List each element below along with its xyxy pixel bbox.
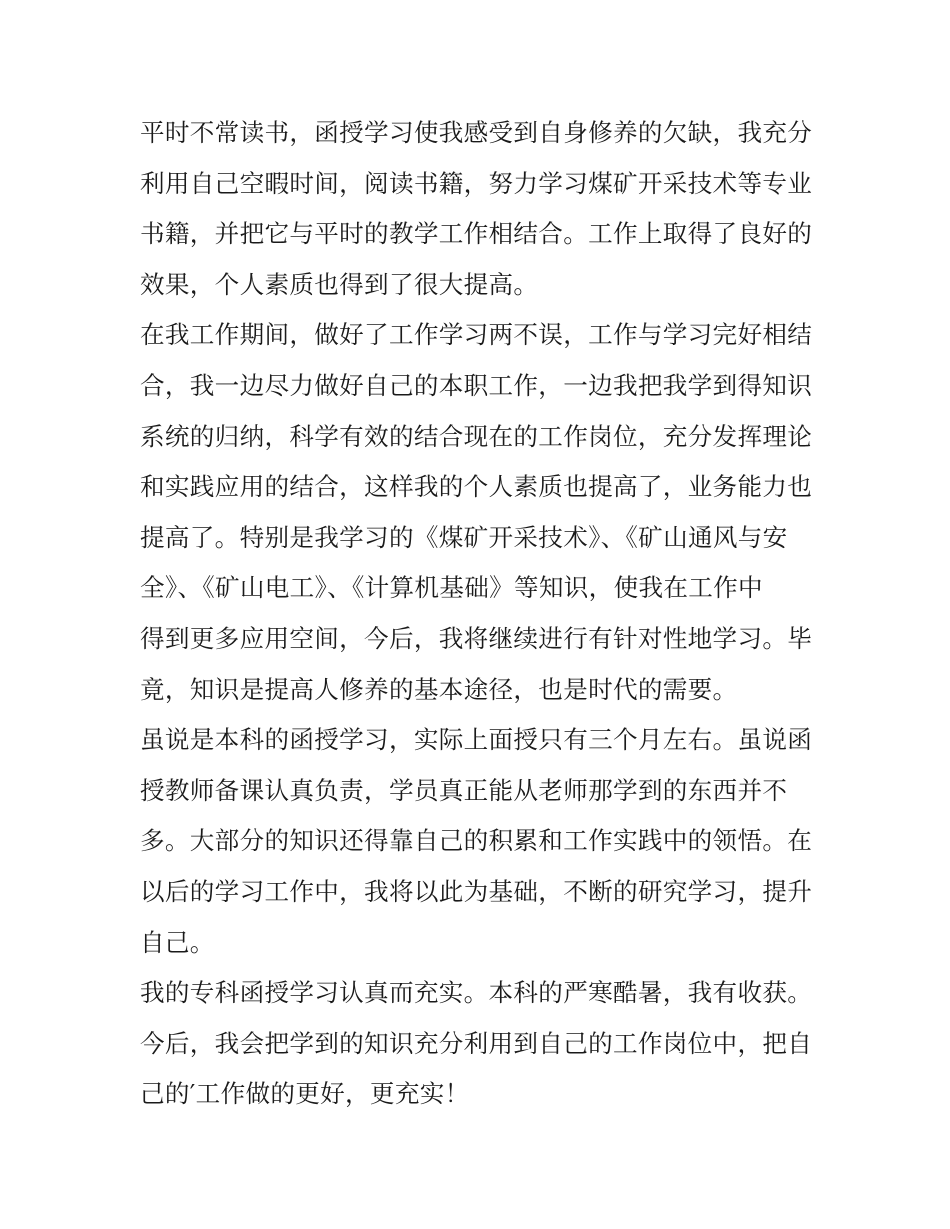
text-line: 提高了。特别是我学习的《煤矿开采技术》、《矿山通风与安 [140, 522, 788, 552]
text-line: 全》、《矿山电工》、《计算机基础》等知识，使我在工作中 [140, 573, 763, 603]
text-line: 得到更多应用空间，今后，我将继续进行有针对性地学习。毕 [140, 623, 813, 653]
text-line: 书籍，并把它与平时的教学工作相结合。工作上取得了良好的 [140, 219, 813, 249]
text-line: 多。大部分的知识还得靠自己的积累和工作实践中的领悟。在 [140, 826, 813, 856]
text-line: 以后的学习工作中，我将以此为基础，不断的研究学习，提升 [140, 876, 813, 906]
text-line: 虽说是本科的函授学习，实际上面授只有三个月左右。虽说函 [140, 725, 813, 755]
text-line: 平时不常读书，函授学习使我感受到自身修养的欠缺，我充分 [140, 118, 813, 147]
text-line: 利用自己空暇时间，阅读书籍，努力学习煤矿开采技术等专业 [140, 168, 813, 198]
text-line: 自己。 [140, 927, 215, 957]
text-line: 效果，个人素质也得到了很大提高。 [140, 269, 539, 299]
paragraph-2 [140, 310, 814, 715]
paragraph-1 [140, 108, 814, 310]
text-line: 在我工作期间，做好了工作学习两不误，工作与学习完好相结 [140, 320, 813, 350]
text-line: 系统的归纳，科学有效的结合现在的工作岗位，充分发挥理论 [140, 421, 813, 451]
text-line: 竟，知识是提高人修养的基本途径，也是时代的需要。 [140, 674, 738, 704]
text-line: 己的′工作做的更好，更充实！ [140, 1079, 470, 1109]
paragraph-4 [140, 968, 814, 1120]
text-line: 授教师备课认真负责，学员真正能从老师那学到的东西并不 [140, 775, 788, 805]
text-line: 合，我一边尽力做好自己的本职工作，一边我把我学到得知识 [140, 370, 813, 400]
paragraph-3 [140, 715, 814, 968]
text-line: 和实践应用的结合，这样我的个人素质也提高了，业务能力也 [140, 472, 813, 502]
text-line: 今后，我会把学到的知识充分利用到自己的工作岗位中，把自 [140, 1028, 813, 1058]
text-line: 我的专科函授学习认真而充实。本科的严寒酷暑，我有收获。 [140, 978, 813, 1008]
